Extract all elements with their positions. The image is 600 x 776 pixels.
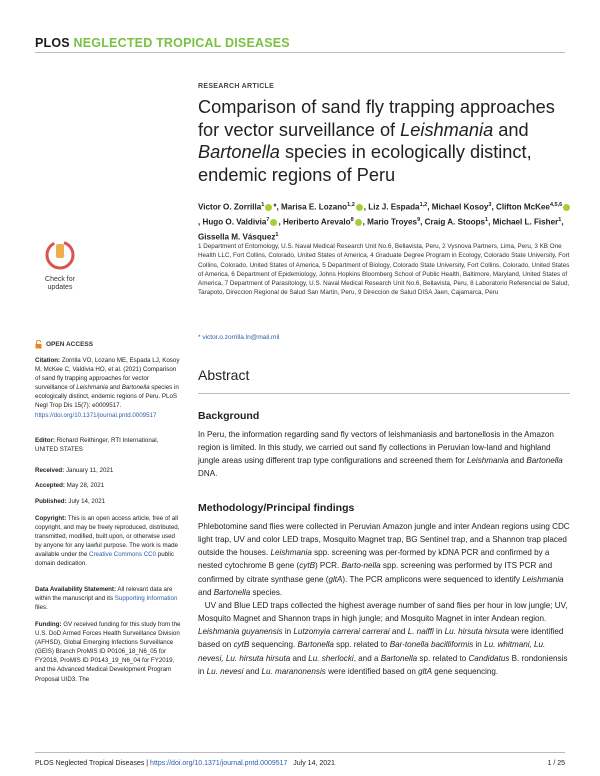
italic-run: Leishmania guyanensis <box>198 627 283 637</box>
italic-run: Lu. hirsuta hirsuta <box>444 627 509 637</box>
author-name: Hugo O. Valdivia <box>202 217 267 227</box>
italic-run: cytB <box>233 640 250 650</box>
italic-run: L. naiffi <box>407 627 434 637</box>
text-run: spp. screening was performed by ITS PCR and confirmed by citrate synthase gene ( <box>198 561 553 584</box>
methods-paragraph-2 <box>198 599 570 678</box>
author-name: Liz J. Espada <box>368 202 420 212</box>
badge-line1: Check for <box>45 276 75 283</box>
orcid-icon[interactable] <box>356 204 363 211</box>
italic-run: Leishmania <box>522 574 564 584</box>
italic-run: cytB <box>299 561 315 571</box>
text-run: sequencing. <box>249 640 298 650</box>
author-affiliation-sup: 9 <box>417 216 421 223</box>
text-run: UV and Blue LED traps collected the highest average number of sand flies per hour in low jungle; UV, Mosquito Magnet and Shannon traps in high jungle; and Mosquito Magnet in inter Andean region. <box>198 601 568 624</box>
italic-run: gltA <box>418 666 433 676</box>
orcid-icon[interactable] <box>270 219 277 226</box>
article-title: Comparison of sand fly trapping approaches for vector surveillance of Leishmania and Bartonella species in ecologically distinct, endemic regions of Peru <box>198 97 555 185</box>
text-run: and <box>389 627 408 637</box>
affiliations: 1 Department of Entomology, U.S. Naval Medical Research Unit No.6, Bellavista, Peru, 2 Vysnova Partners, Lima, Peru, 3 KB One Health LLC, Fort Collins, Colorado, United States of America, 4 Graduate Degree Program in Ecology, Colorado State University, Fort Collins, Colorado, United States of America, 5 Department of Biology, Colorado State University, Fort Collins, Colorado, United States of America, 6 Department of Epidemiology, Johns Hopkins Bloomberg School of Public Health, Baltimore, Maryland, United States of America, 7 Department of Parasitology, U.S. Naval Medical Research Unit No.6, Bellavista, Peru, 8 Laboratorio Referencial de Salud, Tarapoto, Direccion Regional de Salud San Martin, Peru, 9 Direccion de Salud DISA Jaen, Cajamarca, Peru <box>198 243 570 297</box>
text-run: sp. related to <box>417 653 469 663</box>
journal-name-plos: PLOS <box>35 36 70 50</box>
author-name: Craig A. Stoops <box>424 217 486 227</box>
author-affiliation-sup: 1 <box>275 231 279 238</box>
author-list: Victor O. Zorrilla$^1$ *, Marisa E. Lozano$^{1,2}$ , Liz J. Espada$^{1,2}$, Michael Kosoy$^3$, Clifton McKee$^{4,5,6}$, Hugo O. Valdivia$^7$ , Heriberto Arevalo$^8$ , Mario Troyes$^9$, Craig A. Stoops$^1$, Michael L. Fisher$^1$, Gissella M. Vásquez$^1$ <box>198 199 573 244</box>
funding-block: Funding: GV received funding for this study from the U.S. DoD Armed Forces Health Surveillance Division (AFHSD), Global Emerging Infections Surveillance (GEIS) Branch ProMIS ID P0106_18_N6_05 for FY2018, ProMIS ID P0143_19_N6_04 for FY2019, and the Advanced Medical Development Program Proposal UID3. The <box>35 621 181 683</box>
italic-run: Candidatus <box>468 653 510 663</box>
author-name: Michael L. Fisher <box>492 217 559 227</box>
background-heading: Background <box>198 410 260 422</box>
author-name: Clifton McKee <box>495 202 550 212</box>
author-affiliation-sup: 1 <box>261 202 265 208</box>
supporting-info-link[interactable]: Supporting Information <box>114 595 178 603</box>
author-name: Heriberto Arevalo <box>282 217 351 227</box>
footer-rule <box>35 752 565 753</box>
author-affiliation-sup: 4,5,6 <box>549 202 563 208</box>
text-run: gene sequencing. <box>432 666 499 676</box>
text-run: spp. screening was per-formed by kDNA PCR and confirmed by a nested cytochrome B gene ( <box>198 548 550 571</box>
author-name: Marisa E. Lozano <box>281 202 348 212</box>
page-footer <box>35 760 565 767</box>
open-lock-icon <box>35 340 42 349</box>
orcid-icon[interactable] <box>355 219 362 226</box>
cc0-link[interactable]: Creative Commons CC0 <box>89 551 157 559</box>
text-run: species. <box>250 587 283 597</box>
text-run: were identified based on <box>325 666 419 676</box>
footer-doi-link[interactable]: https://doi.org/10.1371/journal.pntd.0009517 <box>150 760 288 767</box>
text-run: and <box>290 653 309 663</box>
author-affiliation-sup: 1 <box>485 216 489 223</box>
methods-heading: Methodology/Principal findings <box>198 502 355 514</box>
text-run: spp. related to <box>333 640 390 650</box>
text-run: and <box>198 587 214 597</box>
author-affiliation-sup: 1,2 <box>347 202 355 208</box>
text-run: ) PCR. <box>314 561 342 571</box>
text-run: in <box>433 627 445 637</box>
text-run: in <box>473 640 485 650</box>
italic-run: Lutzomyia carrerai carrerai <box>293 627 390 637</box>
data-availability-block: Data Availability Statement: All relevant data are within the manuscript and its Supporting Information files. <box>35 586 178 612</box>
editor-block: Editor: Richard Reithinger, RTI International, UNITED STATES <box>35 437 159 454</box>
italic-run: Lu. whitmani, Lu. nevesi, Lu. hirsuta hirsuta <box>198 640 546 663</box>
italic-run: Bartonella <box>297 640 334 650</box>
orcid-icon[interactable] <box>265 204 272 211</box>
text-run: were identified based on <box>198 627 564 650</box>
author-affiliation-sup: 8 <box>350 216 354 223</box>
badge-line2: updates <box>47 284 73 291</box>
open-access-label: OPEN ACCESS <box>35 340 93 349</box>
author-affiliation-sup: 7 <box>266 216 270 223</box>
text-run: , and a <box>353 653 381 663</box>
author-name: Michael Kosoy <box>431 202 489 212</box>
author-affiliation-sup: 1 <box>558 216 562 223</box>
background-text: In Peru, the information regarding sand fly vectors of leishmaniasis and bartonellosis in the Amazon region is limited. In this study, we carried out sand fly collections in Peruvian low-land and highland jungle areas using different trap type configurations and screened them for Leishmania and Bartonella DNA. <box>198 430 563 479</box>
copyright-block: Copyright: This is an open access article, free of all copyright, and may be freely reproduced, distributed, transmitted, modified, built upon, or otherwise used by anyone for any lawful purpose. The work is made available under the Creative Commons CC0 public domain dedication. <box>35 515 180 568</box>
italic-run: Lu. sherlocki <box>308 653 354 663</box>
italic-run: Lu. nevesi <box>206 666 244 676</box>
check-for-updates-badge[interactable] <box>37 238 83 293</box>
journal-name-ntd: NEGLECTED TROPICAL DISEASES <box>73 36 290 50</box>
text-run: in <box>282 627 294 637</box>
bookmark-icon <box>56 244 64 258</box>
abstract-heading: Abstract <box>198 367 250 383</box>
header-rule <box>35 52 565 53</box>
published-block: Published: July 14, 2021 <box>35 498 106 505</box>
italic-run: Bartonella <box>213 587 251 597</box>
italic-run: Bar-tonella bacilliformis <box>389 640 474 650</box>
corresponding-email[interactable]: * victor.o.zorrilla.ln@mail.mil <box>198 334 280 341</box>
article-type: RESEARCH ARTICLE <box>198 83 275 90</box>
italic-run: Bartonella <box>380 653 418 663</box>
methods-paragraph-1 <box>198 520 570 599</box>
orcid-icon[interactable] <box>563 204 570 211</box>
abstract-rule <box>198 393 570 394</box>
italic-run: gltA <box>328 574 343 584</box>
text-run: Phlebotomine sand flies were collected in Peruvian Amazon jungle and inter Andean regions using CDC light trap, UV and color LED traps, Mosquito Magnet trap, BG Sentinel trap, and a Shannon trap placed outside the houses. <box>198 522 570 558</box>
citation-block: Citation: Zorrilla VO, Lozano ME, Espada LJ, Kosoy M, McKee C, Valdivia HO, et al. (2021) Comparison of sand fly trapping approaches for vector surveillance of Leishmania and Bartonella species in ecologically distinct, endemic regions of Peru. PLoS Negl Trop Dis 15(7): e0009517. https://doi.org/10.1371/journal.pntd.0009517 <box>35 357 180 419</box>
italic-run: Leishmania <box>270 548 312 558</box>
author-name: Mario Troyes <box>367 217 418 227</box>
citation-doi-link[interactable]: https://doi.org/10.1371/journal.pntd.0009517 <box>35 411 157 419</box>
text-run: B. rondoniensis in <box>198 653 568 676</box>
text-run: and <box>243 666 262 676</box>
page-number: 1 / 25 <box>547 760 565 767</box>
italic-run: Lu. maranonensis <box>261 666 326 676</box>
journal-header <box>35 36 290 50</box>
text-run: ). The PCR amplicons were sequenced to identify <box>342 574 523 584</box>
received-block: Received: January 11, 2021 <box>35 467 114 474</box>
author-affiliation-sup: 1,2 <box>419 202 428 208</box>
italic-run: Barto-nella <box>341 561 381 571</box>
accepted-block: Accepted: May 28, 2021 <box>35 482 105 489</box>
footer-citation: PLOS Neglected Tropical Diseases | https://doi.org/10.1371/journal.pntd.0009517 July 14, 2021 <box>35 760 335 767</box>
author-name: Victor O. Zorrilla <box>198 202 262 212</box>
author-affiliation-sup: 3 <box>488 202 492 208</box>
author-name: Gissella M. Vásquez <box>198 232 276 242</box>
